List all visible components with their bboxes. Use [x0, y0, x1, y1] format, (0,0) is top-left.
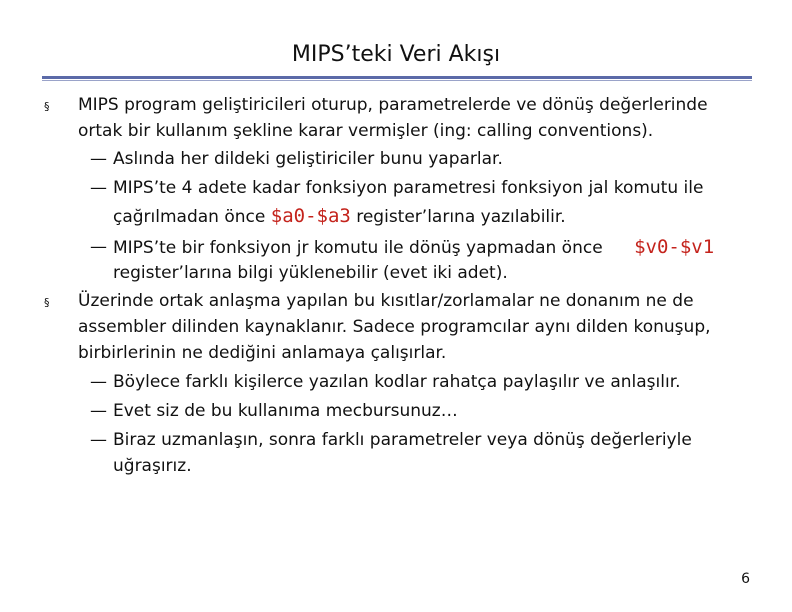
sub-bullet-dash: — [90, 149, 107, 169]
title-underline-thin [42, 80, 752, 81]
sub-bullet-1-2-line-1: MIPS’te 4 adete kadar fonksiyon parametresi fonksiyon jal komutu ile [113, 178, 704, 198]
sub-bullet-dash: — [90, 178, 107, 198]
line-text: MIPS’te bir fonksiyon jr komutu ile dönüş yapmadan önce [113, 238, 609, 258]
slide-title: MIPS’teki Veri Akışı [291, 42, 501, 67]
register-range-v: $v0-$v1 [634, 236, 715, 258]
register-range-a: $a0-$a3 [270, 205, 351, 227]
sub-bullet-2-1-line-1: Böylece farklı kişilerce yazılan kodlar rahatça paylaşılır ve anlaşılır. [113, 372, 681, 392]
sub-bullet-1-3-line-2: register’larına bilgi yüklenebilir (evet iki adet). [113, 263, 508, 283]
sub-bullet-2-3-line-1: Biraz uzmanlaşın, sonra farklı parametreler veya dönüş değerleriyle [113, 430, 692, 450]
bullet-marker: § [44, 296, 50, 309]
sub-bullet-1-2-line-2 [113, 203, 566, 230]
bullet-2-line-3: birbirlerinin ne dediğini anlamaya çalışırlar. [78, 343, 447, 363]
line-text: çağrılmadan önce [113, 207, 271, 227]
bullet-2-line-2: assembler dilinden kaynaklanır. Sadece programcılar aynı dilden konuşup, [78, 317, 711, 337]
sub-bullet-2-2-line-1: Evet siz de bu kullanıma mecbursunuz… [113, 401, 458, 421]
sub-bullet-dash: — [90, 401, 107, 421]
line-text: register’larına yazılabilir. [350, 207, 566, 227]
title-underline-thick [42, 76, 752, 79]
sub-bullet-dash: — [90, 237, 107, 257]
sub-bullet-2-3-line-2: uğraşırız. [113, 456, 192, 476]
sub-bullet-dash: — [90, 430, 107, 450]
bullet-1-line-1: MIPS program geliştiricileri oturup, parametrelerde ve dönüş değerlerinde [78, 95, 708, 115]
title-underline [42, 76, 752, 82]
bullet-2-line-1: Üzerinde ortak anlaşma yapılan bu kısıtlar/zorlamalar ne donanım ne de [78, 291, 694, 311]
page-number: 6 [741, 571, 750, 587]
bullet-1-line-2: ortak bir kullanım şekline karar vermişler (ing: calling conventions). [78, 121, 654, 141]
sub-bullet-1-3-line-1 [113, 234, 714, 261]
sub-bullet-1-1-line-1: Aslında her dildeki geliştiriciler bunu yaparlar. [113, 149, 503, 169]
bullet-marker: § [44, 100, 50, 113]
sub-bullet-dash: — [90, 372, 107, 392]
